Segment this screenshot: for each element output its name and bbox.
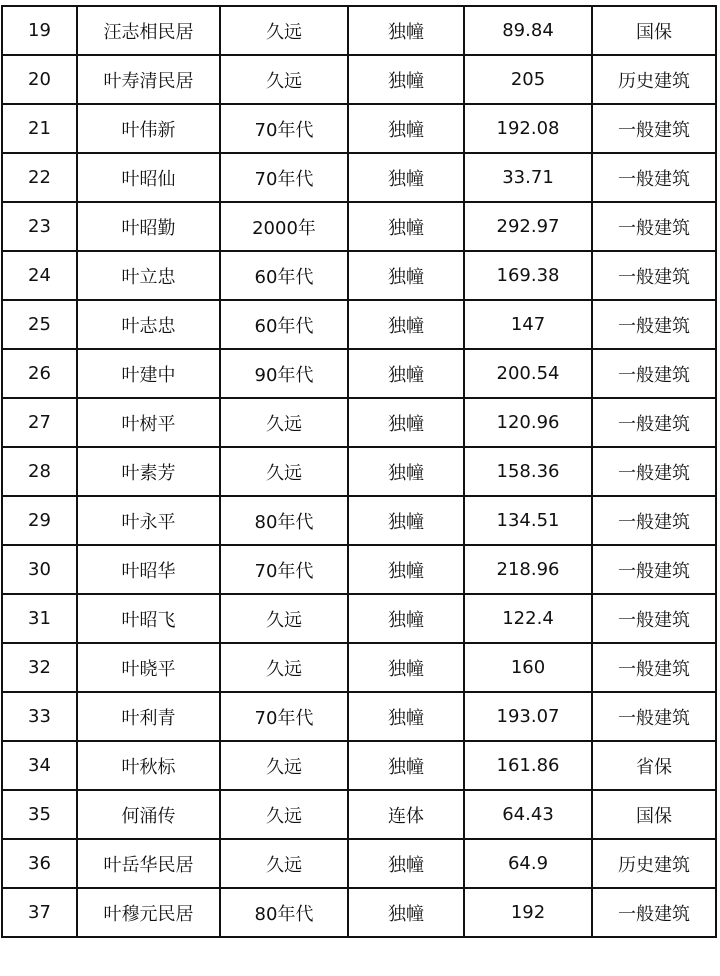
- structure-type-cell: 独幢: [348, 643, 464, 692]
- era-cell: 久远: [220, 6, 348, 55]
- area-cell: 120.96: [464, 398, 592, 447]
- name-cell: 汪志相民居: [77, 6, 220, 55]
- era-cell: 久远: [220, 447, 348, 496]
- table-row: [2, 643, 716, 692]
- table-row: [2, 55, 716, 104]
- protection-level-cell: 历史建筑: [592, 55, 716, 104]
- table-row: [2, 790, 716, 839]
- structure-type-cell: 独幢: [348, 888, 464, 937]
- table-row: [2, 839, 716, 888]
- row-number-cell: 32: [2, 643, 77, 692]
- structure-type-cell: 独幢: [348, 398, 464, 447]
- era-cell: 70年代: [220, 692, 348, 741]
- name-cell: 叶昭华: [77, 545, 220, 594]
- table-row: [2, 496, 716, 545]
- name-cell: 叶昭勤: [77, 202, 220, 251]
- area-cell: 33.71: [464, 153, 592, 202]
- name-cell: 叶树平: [77, 398, 220, 447]
- protection-level-cell: 国保: [592, 790, 716, 839]
- name-cell: 叶伟新: [77, 104, 220, 153]
- structure-type-cell: 独幢: [348, 594, 464, 643]
- era-cell: 久远: [220, 839, 348, 888]
- area-cell: 192.08: [464, 104, 592, 153]
- structure-type-cell: 独幢: [348, 692, 464, 741]
- era-cell: 久远: [220, 594, 348, 643]
- table-row: [2, 202, 716, 251]
- structure-type-cell: 独幢: [348, 545, 464, 594]
- row-number-cell: 36: [2, 839, 77, 888]
- building-table: [1, 5, 717, 938]
- name-cell: 叶志忠: [77, 300, 220, 349]
- structure-type-cell: 独幢: [348, 447, 464, 496]
- name-cell: 叶秋标: [77, 741, 220, 790]
- table-row: [2, 153, 716, 202]
- name-cell: 叶利青: [77, 692, 220, 741]
- era-cell: 久远: [220, 55, 348, 104]
- protection-level-cell: 一般建筑: [592, 888, 716, 937]
- row-number-cell: 23: [2, 202, 77, 251]
- area-cell: 218.96: [464, 545, 592, 594]
- table-row: [2, 251, 716, 300]
- structure-type-cell: 独幢: [348, 349, 464, 398]
- table-row: [2, 594, 716, 643]
- area-cell: 89.84: [464, 6, 592, 55]
- row-number-cell: 37: [2, 888, 77, 937]
- protection-level-cell: 一般建筑: [592, 202, 716, 251]
- name-cell: 叶昭飞: [77, 594, 220, 643]
- row-number-cell: 34: [2, 741, 77, 790]
- era-cell: 60年代: [220, 251, 348, 300]
- area-cell: 158.36: [464, 447, 592, 496]
- area-cell: 193.07: [464, 692, 592, 741]
- structure-type-cell: 独幢: [348, 153, 464, 202]
- era-cell: 80年代: [220, 496, 348, 545]
- row-number-cell: 19: [2, 6, 77, 55]
- era-cell: 60年代: [220, 300, 348, 349]
- row-number-cell: 25: [2, 300, 77, 349]
- protection-level-cell: 一般建筑: [592, 643, 716, 692]
- structure-type-cell: 独幢: [348, 251, 464, 300]
- row-number-cell: 28: [2, 447, 77, 496]
- structure-type-cell: 独幢: [348, 839, 464, 888]
- name-cell: 叶建中: [77, 349, 220, 398]
- protection-level-cell: 国保: [592, 6, 716, 55]
- row-number-cell: 24: [2, 251, 77, 300]
- table-body: [2, 6, 716, 937]
- table-row: [2, 692, 716, 741]
- area-cell: 64.9: [464, 839, 592, 888]
- era-cell: 90年代: [220, 349, 348, 398]
- name-cell: 叶晓平: [77, 643, 220, 692]
- area-cell: 200.54: [464, 349, 592, 398]
- structure-type-cell: 独幢: [348, 496, 464, 545]
- structure-type-cell: 独幢: [348, 104, 464, 153]
- table-row: [2, 6, 716, 55]
- structure-type-cell: 独幢: [348, 202, 464, 251]
- row-number-cell: 35: [2, 790, 77, 839]
- area-cell: 160: [464, 643, 592, 692]
- protection-level-cell: 一般建筑: [592, 251, 716, 300]
- era-cell: 久远: [220, 398, 348, 447]
- row-number-cell: 33: [2, 692, 77, 741]
- row-number-cell: 20: [2, 55, 77, 104]
- protection-level-cell: 一般建筑: [592, 594, 716, 643]
- protection-level-cell: 一般建筑: [592, 300, 716, 349]
- area-cell: 292.97: [464, 202, 592, 251]
- era-cell: 70年代: [220, 104, 348, 153]
- area-cell: 64.43: [464, 790, 592, 839]
- era-cell: 70年代: [220, 153, 348, 202]
- table-row: [2, 545, 716, 594]
- area-cell: 134.51: [464, 496, 592, 545]
- row-number-cell: 30: [2, 545, 77, 594]
- row-number-cell: 29: [2, 496, 77, 545]
- era-cell: 久远: [220, 790, 348, 839]
- table-row: [2, 888, 716, 937]
- era-cell: 2000年: [220, 202, 348, 251]
- protection-level-cell: 一般建筑: [592, 692, 716, 741]
- structure-type-cell: 独幢: [348, 55, 464, 104]
- name-cell: 何涌传: [77, 790, 220, 839]
- protection-level-cell: 省保: [592, 741, 716, 790]
- table-row: [2, 741, 716, 790]
- era-cell: 久远: [220, 741, 348, 790]
- table-row: [2, 398, 716, 447]
- protection-level-cell: 一般建筑: [592, 153, 716, 202]
- table-row: [2, 300, 716, 349]
- row-number-cell: 21: [2, 104, 77, 153]
- name-cell: 叶永平: [77, 496, 220, 545]
- table-row: [2, 447, 716, 496]
- protection-level-cell: 一般建筑: [592, 349, 716, 398]
- structure-type-cell: 连体: [348, 790, 464, 839]
- protection-level-cell: 一般建筑: [592, 447, 716, 496]
- table-row: [2, 349, 716, 398]
- name-cell: 叶穆元民居: [77, 888, 220, 937]
- protection-level-cell: 一般建筑: [592, 104, 716, 153]
- area-cell: 161.86: [464, 741, 592, 790]
- name-cell: 叶立忠: [77, 251, 220, 300]
- era-cell: 久远: [220, 643, 348, 692]
- protection-level-cell: 一般建筑: [592, 545, 716, 594]
- name-cell: 叶岳华民居: [77, 839, 220, 888]
- era-cell: 70年代: [220, 545, 348, 594]
- area-cell: 122.4: [464, 594, 592, 643]
- protection-level-cell: 一般建筑: [592, 398, 716, 447]
- area-cell: 192: [464, 888, 592, 937]
- name-cell: 叶素芳: [77, 447, 220, 496]
- row-number-cell: 26: [2, 349, 77, 398]
- protection-level-cell: 一般建筑: [592, 496, 716, 545]
- row-number-cell: 27: [2, 398, 77, 447]
- area-cell: 169.38: [464, 251, 592, 300]
- protection-level-cell: 历史建筑: [592, 839, 716, 888]
- row-number-cell: 31: [2, 594, 77, 643]
- area-cell: 205: [464, 55, 592, 104]
- structure-type-cell: 独幢: [348, 6, 464, 55]
- structure-type-cell: 独幢: [348, 741, 464, 790]
- area-cell: 147: [464, 300, 592, 349]
- structure-type-cell: 独幢: [348, 300, 464, 349]
- era-cell: 80年代: [220, 888, 348, 937]
- name-cell: 叶昭仙: [77, 153, 220, 202]
- table-row: [2, 104, 716, 153]
- name-cell: 叶寿清民居: [77, 55, 220, 104]
- row-number-cell: 22: [2, 153, 77, 202]
